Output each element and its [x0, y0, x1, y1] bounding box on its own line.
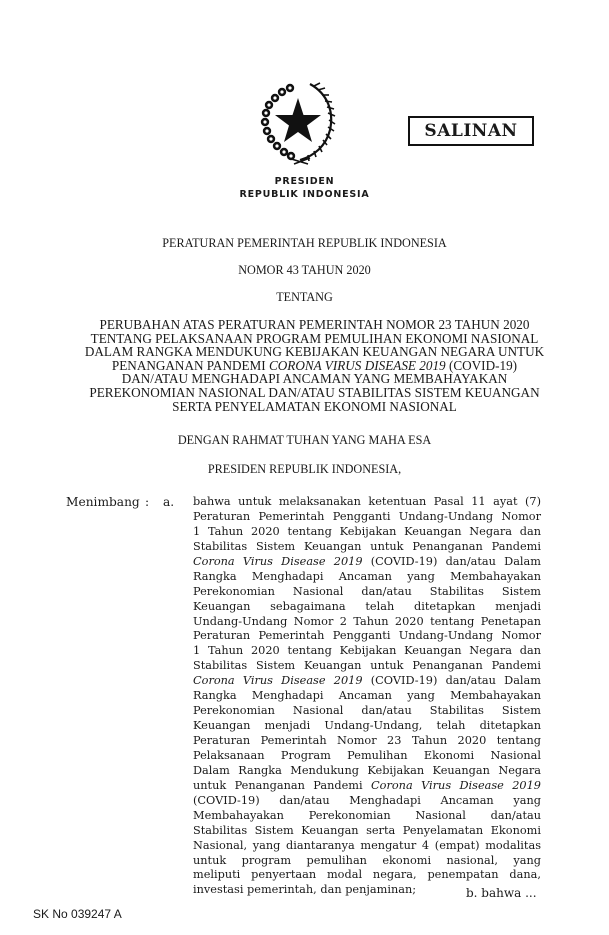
- body-line: Peraturan Pemerintah Nomor 23 Tahun 2020 tentang: [193, 734, 541, 747]
- body-line: Peraturan Pemerintah Pengganti Undang-Undang Nomor: [193, 509, 541, 523]
- body-line: Keuangan sebagaimana telah ditetapkan menjadi: [193, 599, 541, 613]
- body-line: untuk program pemulihan ekonomi nasional, yang: [193, 853, 541, 867]
- body-line: [193, 779, 541, 794]
- body-line: [193, 555, 541, 570]
- regulation-about: TENTANG: [276, 290, 333, 304]
- menimbang-colon: :: [145, 495, 150, 509]
- body-line: Nasional, yang diantaranya mengatur 4 (empat) modalitas: [193, 838, 541, 852]
- body-line: Stabilitas Sistem Keuangan serta Penyelamatan Ekonomi: [193, 823, 541, 837]
- body-line: Rangka Menghadapi Ancaman yang Membahayakan: [193, 569, 541, 583]
- regulation-title: [40, 318, 589, 413]
- title-line: DALAM RANGKA MENDUKUNG KEBIJAKAN KEUANGAN NEGARA UNTUK: [84, 344, 545, 360]
- authority-line: PRESIDEN REPUBLIK INDONESIA,: [207, 462, 402, 476]
- body-line: investasi pemerintah, dan penjaminan;: [193, 883, 417, 897]
- body-text-segment: (COVID-19) dan/atau Dalam: [362, 554, 541, 568]
- body-text-segment: untuk Penanganan Pandemi: [193, 778, 372, 792]
- body-line: (COVID-19) dan/atau Menghadapi Ancaman yang: [193, 793, 541, 807]
- body-line: Membahayakan Perekonomian Nasional dan/atau: [193, 808, 541, 822]
- presidential-seal-icon: [250, 78, 346, 166]
- body-line: 1 Tahun 2020 tentang Kebijakan Keuangan Negara dan: [193, 524, 541, 538]
- body-line: Keuangan menjadi Undang-Undang, telah ditetapkan: [193, 719, 541, 733]
- item-letter-a: a.: [163, 495, 175, 509]
- body-line: Perekonomian Nasional dan/atau Stabilitas Sistem: [193, 704, 541, 718]
- menimbang-label: Menimbang: [66, 495, 140, 509]
- salinan-label: SALINAN: [424, 121, 518, 141]
- title-line: TENTANG PELAKSANAAN PROGRAM PEMULIHAN EKONOMI NASIONAL: [90, 330, 539, 346]
- regulation-number: NOMOR 43 TAHUN 2020: [238, 263, 371, 277]
- title-italic-text: CORONA VIRUS DISEASE 2019: [268, 357, 446, 373]
- italic-term: Corona Virus Disease 2019: [193, 554, 363, 568]
- sk-number: SK No 039247 A: [33, 907, 122, 921]
- body-line: Peraturan Pemerintah Pengganti Undang-Undang Nomor: [193, 629, 541, 643]
- consideration-a-text: [193, 495, 541, 898]
- blessing-line: DENGAN RAHMAT TUHAN YANG MAHA ESA: [177, 433, 432, 447]
- header-presiden: PRESIDEN: [274, 176, 335, 187]
- body-line: Pelaksanaan Program Pemulihan Ekonomi Nasional: [193, 748, 541, 762]
- header-republik-indonesia: REPUBLIK INDONESIA: [239, 189, 370, 200]
- title-line: PERUBAHAN ATAS PERATURAN PEMERINTAH NOMOR 23 TAHUN 2020: [99, 317, 530, 332]
- body-text-segment: (COVID-19) dan/atau Dalam: [362, 674, 541, 688]
- title-line: DAN/ATAU MENGHADAPI ANCAMAN YANG MEMBAHAYAKAN: [121, 371, 508, 387]
- title-text: (COVID-19): [445, 357, 518, 373]
- body-line: Dalam Rangka Mendukung Kebijakan Keuangan Negara: [193, 763, 541, 777]
- body-line: 1 Tahun 2020 tentang Kebijakan Keuangan Negara dan: [193, 644, 541, 658]
- title-line: PEREKONOMIAN NASIONAL DAN/ATAU STABILITAS SISTEM KEUANGAN: [89, 384, 540, 400]
- body-line: [193, 674, 541, 689]
- italic-term: Corona Virus Disease 2019: [371, 778, 541, 792]
- body-line: meliputi penyertaan modal negara, penempatan dana,: [193, 868, 541, 882]
- body-line: Stabilitas Sistem Keuangan untuk Penanganan Pandemi: [193, 539, 541, 553]
- title-text: PENANGANAN PANDEMI: [111, 357, 269, 373]
- regulation-type: PERATURAN PEMERINTAH REPUBLIK INDONESIA: [162, 236, 447, 250]
- body-line: Rangka Menghadapi Ancaman yang Membahayakan: [193, 689, 541, 703]
- continued-marker: b. bahwa ...: [466, 886, 537, 900]
- body-line: Stabilitas Sistem Keuangan untuk Penanganan Pandemi: [193, 659, 541, 673]
- salinan-stamp: [408, 116, 534, 146]
- body-line: Undang-Undang Nomor 2 Tahun 2020 tentang Penetapan: [193, 614, 541, 628]
- body-line: Perekonomian Nasional dan/atau Stabilitas Sistem: [193, 584, 541, 598]
- title-line: [40, 359, 589, 373]
- body-line: bahwa untuk melaksanakan ketentuan Pasal 11 ayat (7): [193, 495, 541, 508]
- title-line: SERTA PENYELAMATAN EKONOMI NASIONAL: [172, 398, 457, 414]
- italic-term: Corona Virus Disease 2019: [193, 674, 363, 688]
